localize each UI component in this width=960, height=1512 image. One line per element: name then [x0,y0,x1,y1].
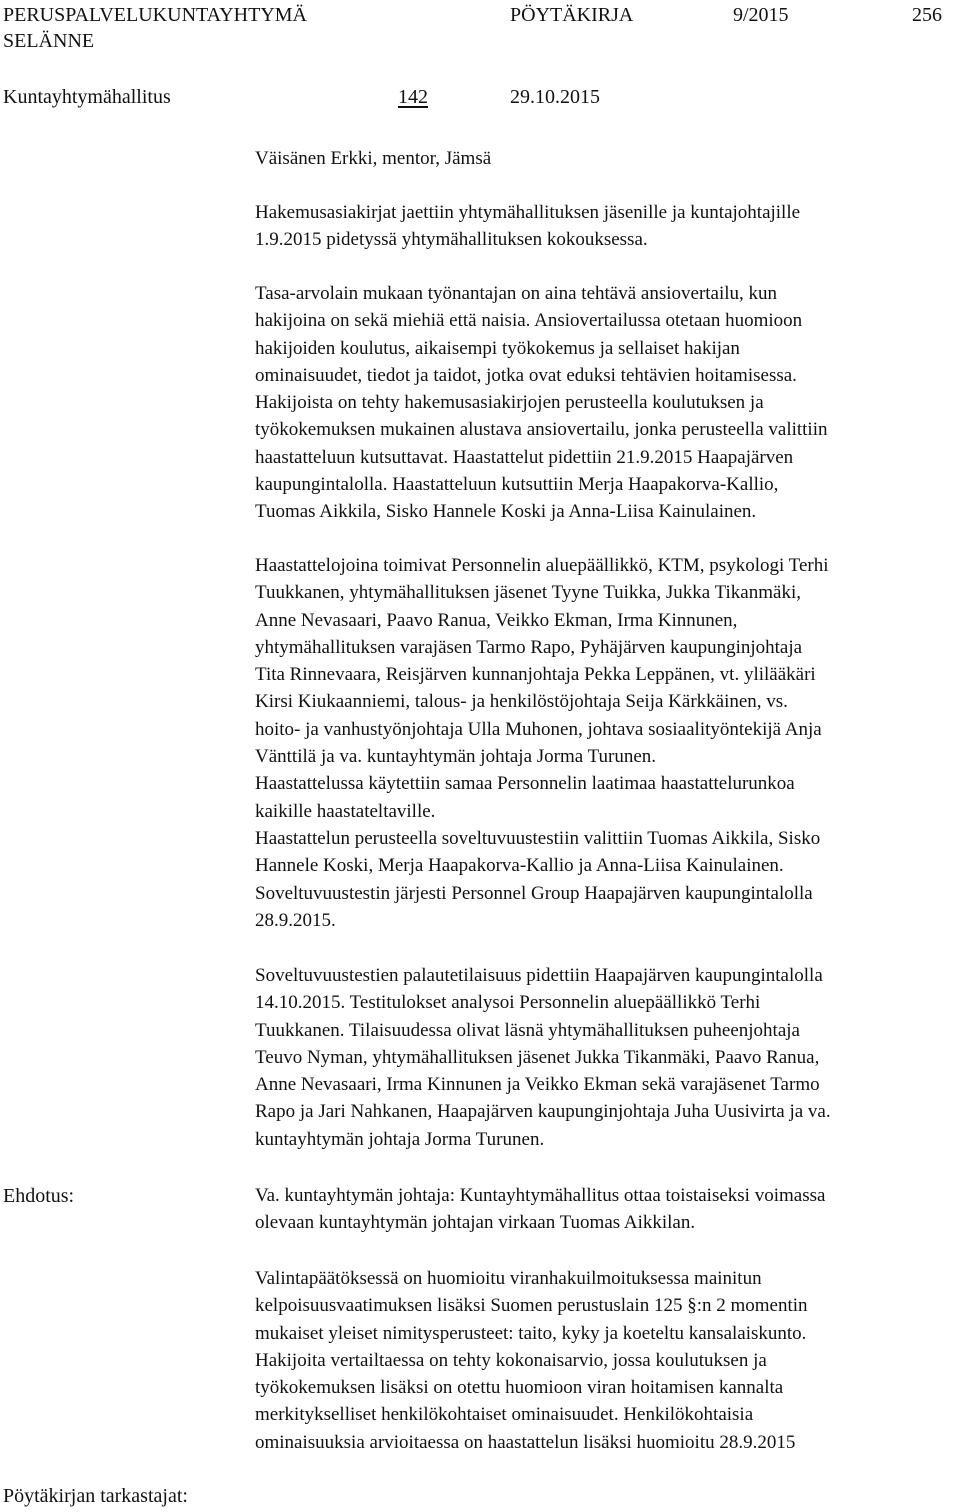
page-number: 256 [912,4,942,26]
text-line: mukaiset yleiset nimitysperusteet: taito, kyky ja koeteltu kansalaiskunto. [255,1322,807,1344]
text-line: Hakemusasiakirjat jaettiin yhtymähallituksen jäsenille ja kuntajohtajille [255,202,801,223]
text-line: olevaan kuntayhtymän johtajan virkaan Tuomas Aikkilan. [255,1212,696,1234]
text-line: Teuvo Nyman, yhtymähallituksen jäsenet Jukka Tikanmäki, Paavo Ranua, [255,1046,820,1068]
paragraph-interviewers [255,552,957,934]
text-line: Soveltuvuustestin järjesti Personnel Group Haapajärven kaupungintalolla [255,882,813,904]
text-line: kelpoisuusvaatimuksen lisäksi Suomen perustuslain 125 §:n 2 momentin [255,1295,808,1317]
paragraph-justification [255,1265,957,1456]
text-line: Kirsi Kiukaanniemi, talous- ja henkilöstöjohtaja Seija Kärkkäinen, vs. [255,691,788,713]
text-line: kuntayhtymän johtaja Jorma Turunen. [255,1128,545,1150]
text-line: Vänttilä ja va. kuntayhtymän johtaja Jorma Turunen. [255,746,657,768]
text-line: Tita Rinnevaara, Reisjärven kunnanjohtaja Pekka Leppänen, vt. ylilääkäri [255,664,816,686]
text-line: Anne Nevasaari, Paavo Ranua, Veikko Ekman, Irma Kinnunen, [255,609,738,631]
text-line: Anne Nevasaari, Irma Kinnunen ja Veikko Ekman sekä varajäsenet Tarmo [255,1074,820,1096]
text-line: työkokemuksen lisäksi on otettu huomioon viran hoitamisen kannalta [255,1377,784,1399]
paragraph-feedback [255,962,957,1153]
text-line: Soveltuvuustestien palautetilaisuus pidettiin Haapajärven kaupungintalolla [255,965,823,986]
paragraph-distribution [255,199,957,254]
text-line: Väisänen Erkki, mentor, Jämsä [255,148,492,169]
text-line: työkokemuksen mukainen alustava ansiovertailu, jonka perusteella valittiin [255,419,828,441]
proposal-label: Ehdotus: [3,1185,75,1207]
organization-name-line2: SELÄNNE [3,30,95,52]
text-line: Rapo ja Jari Nahkanen, Haapajärven kaupunginjohtaja Juha Uusivirta ja va. [255,1101,831,1123]
text-line: Hakijoista on tehty hakemusasiakirjojen perusteella koulutuksen ja [255,392,764,414]
section-number: 142 [398,86,428,108]
text-line: Tuukkanen, yhtymähallituksen jäsenet Tyyne Tuikka, Jukka Tikanmäki, [255,582,801,604]
text-line: 1.9.2015 pidetyssä yhtymähallituksen kokouksessa. [255,229,648,251]
text-line: kaupungintalolla. Haastatteluun kutsuttiin Merja Haapakorva-Kallio, [255,474,779,496]
meeting-date: 29.10.2015 [510,86,600,108]
text-line: Hakijoita vertailtaessa on tehty kokonaisarvio, jossa koulutuksen ja [255,1349,767,1371]
text-line: Hannele Koski, Merja Haapakorva-Kallio ja Anna-Liisa Kainulainen. [255,855,784,877]
minutes-checkers-label: Pöytäkirjan tarkastajat: [3,1485,188,1507]
text-line: Va. kuntayhtymän johtaja: Kuntayhtymähallitus ottaa toistaiseksi voimassa [255,1185,826,1206]
text-line: hakijoina on sekä miehiä että naisia. Ansiovertailussa otetaan huomioon [255,310,803,332]
text-line: ominaisuudet, tiedot ja taidot, jotka ovat eduksi tehtävien hoitamisessa. [255,364,797,386]
document-type: PÖYTÄKIRJA [510,4,634,26]
paragraph-proposal [255,1182,957,1237]
text-line: merkitykselliset henkilökohtaiset ominaisuudet. Henkilökohtaisia [255,1404,754,1426]
text-line: 14.10.2015. Testitulokset analysoi Personnelin aluepäällikkö Terhi [255,992,761,1014]
organization-name: PERUSPALVELUKUNTAYHTYMÄ [3,4,308,26]
text-line: haastatteluun kutsuttavat. Haastattelut pidettiin 21.9.2015 Haapajärven [255,446,794,468]
text-line: 28.9.2015. [255,909,336,931]
text-line: yhtymähallituksen varajäsen Tarmo Rapo, Pyhäjärven kaupunginjohtaja [255,636,803,658]
text-line: Haastattelun perusteella soveltuvuustestiin valittiin Tuomas Aikkila, Sisko [255,827,821,849]
text-line: Haastattelojoina toimivat Personnelin aluepäällikkö, KTM, psykologi Terhi [255,555,829,576]
paragraph-equality [255,280,957,526]
paragraph-applicant [255,145,957,172]
document-number: 9/2015 [733,4,789,26]
text-line: Tuukkanen. Tilaisuudessa olivat läsnä yhtymähallituksen puheenjohtaja [255,1019,800,1041]
text-line: Tuomas Aikkila, Sisko Hannele Koski ja Anna-Liisa Kainulainen. [255,501,757,523]
text-line: Valintapäätöksessä on huomioitu viranhakuilmoituksessa mainitun [255,1268,762,1289]
text-line: hoito- ja vanhustyönjohtaja Ulla Muhonen, johtava sosiaalityöntekijä Anja [255,718,822,740]
text-line: Tasa-arvolain mukaan työnantajan on aina tehtävä ansiovertailu, kun [255,283,778,304]
text-line: hakijoiden koulutus, aikaisempi työkokemus ja sellaiset hakijan [255,337,740,359]
text-line: ominaisuuksia arvioitaessa on haastattelun lisäksi huomioitu 28.9.2015 [255,1431,796,1453]
text-line: Haastattelussa käytettiin samaa Personnelin laatimaa haastattelurunkoa [255,773,795,795]
governing-body: Kuntayhtymähallitus [3,86,171,108]
text-line: kaikille haastateltaville. [255,800,436,822]
